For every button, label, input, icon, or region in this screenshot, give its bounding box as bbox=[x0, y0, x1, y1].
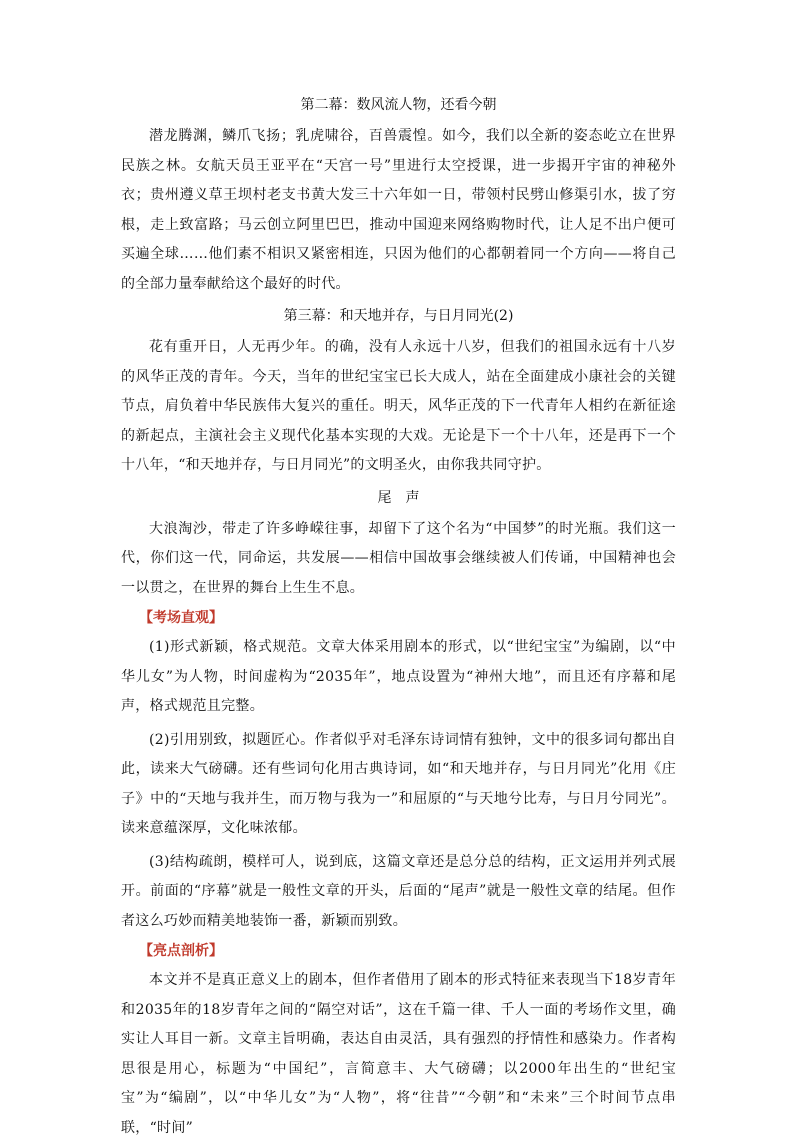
analysis-section-tag: 【亮点剖析】 bbox=[139, 943, 223, 959]
document-page bbox=[121, 92, 676, 1143]
analysis-paragraph: 本文并不是真正意义上的剧本，但作者借用了剧本的形式特征来表现当下18岁青年和2035年的18岁青年之间的“隔空对话”，这在千篇一律、千人一面的考场作文里，确实让人耳目一新。文章主旨明确，表达自由灵活，具有强烈的抒情性和感染力。作者构思很是用心，标题为“中国纪”，言简意丰、大气磅礴；以2000年出生的“世纪宝宝”为“编剧”，以“中华儿女”为“人物”，将“往昔”“今朝”和“未来”三个时间节点串联，“时间” bbox=[121, 972, 676, 1136]
act3-paragraph: 花有重开日，人无再少年。的确，没有人永远十八岁，但我们的祖国永远有十八岁的风华正茂的青年。今天，当年的世纪宝宝已长大成人，站在全面建成小康社会的关键节点，肩负着中华民族伟大复兴的重任。明天，风华正茂的下一代青年人相约在新征途的新起点，主演社会主义现代化基本实现的大戏。无论是下一个十八年，还是再下一个十八年，“和天地并存，与日月同光”的文明圣火，由你我共同守护。 bbox=[121, 339, 676, 473]
epilogue-paragraph: 大浪淘沙，带走了许多峥嵘往事，却留下了这个名为“中国梦”的时光瓶。我们这一代，你们这一代，同命运，共发展——相信中国故事会继续被人们传诵，中国精神也会一以贯之，在世界的舞台上生生不息。 bbox=[121, 520, 676, 596]
act3-title: 第三幕：和天地并存，与日月同光(2) bbox=[283, 308, 514, 324]
act2-paragraph: 潜龙腾渊，鳞爪飞扬；乳虎啸谷，百兽震惶。如今，我们以全新的姿态屹立在世界民族之林。女航天员王亚平在“天宫一号”里进行太空授课，进一步揭开宇宙的神秘外衣；贵州遵义草王坝村老支书黄大发三十六年如一日，带领村民劈山修渠引水，拔了穷根，走上致富路；马云创立阿里巴巴，推动中国迎来网络购物时代，让人足不出户便可买遍全球……他们素不相识又紧密相连，只因为他们的心都朝着同一个方向——将自己的全部力量奉献给这个最好的时代。 bbox=[121, 128, 676, 292]
epilogue-title: 尾 声 bbox=[377, 489, 420, 506]
exam-point-2: (2)引用别致，拟题匠心。作者似乎对毛泽东诗词情有独钟，文中的很多词句都出自此，读来大气磅礴。还有些词句化用古典诗词，如“和天地并存，与日月同光”化用《庄子》中的“天地与我并生，而万物与我为一”和屈原的“与天地兮比寿，与日月兮同光”。读来意蕴深厚，文化味浓郁。 bbox=[121, 731, 676, 836]
exam-point-3: (3)结构疏朗，模样可人，说到底，这篇文章还是总分总的结构，正文运用并列式展开。前面的“序幕”就是一般性文章的开头，后面的“尾声”就是一般性文章的结尾。但作者这么巧妙而精美地装饰一番，新颖而别致。 bbox=[121, 853, 676, 929]
act2-title: 第二幕：数风流人物，还看今朝 bbox=[300, 97, 497, 113]
exam-section-tag: 【考场直观】 bbox=[139, 610, 223, 626]
exam-point-1: (1)形式新颖，格式规范。文章大体采用剧本的形式，以“世纪宝宝”为编剧，以“中华儿女”为人物，时间虚构为“2035年”，地点设置为“神州大地”，而且还有序幕和尾声，格式规范且完整。 bbox=[121, 639, 676, 714]
